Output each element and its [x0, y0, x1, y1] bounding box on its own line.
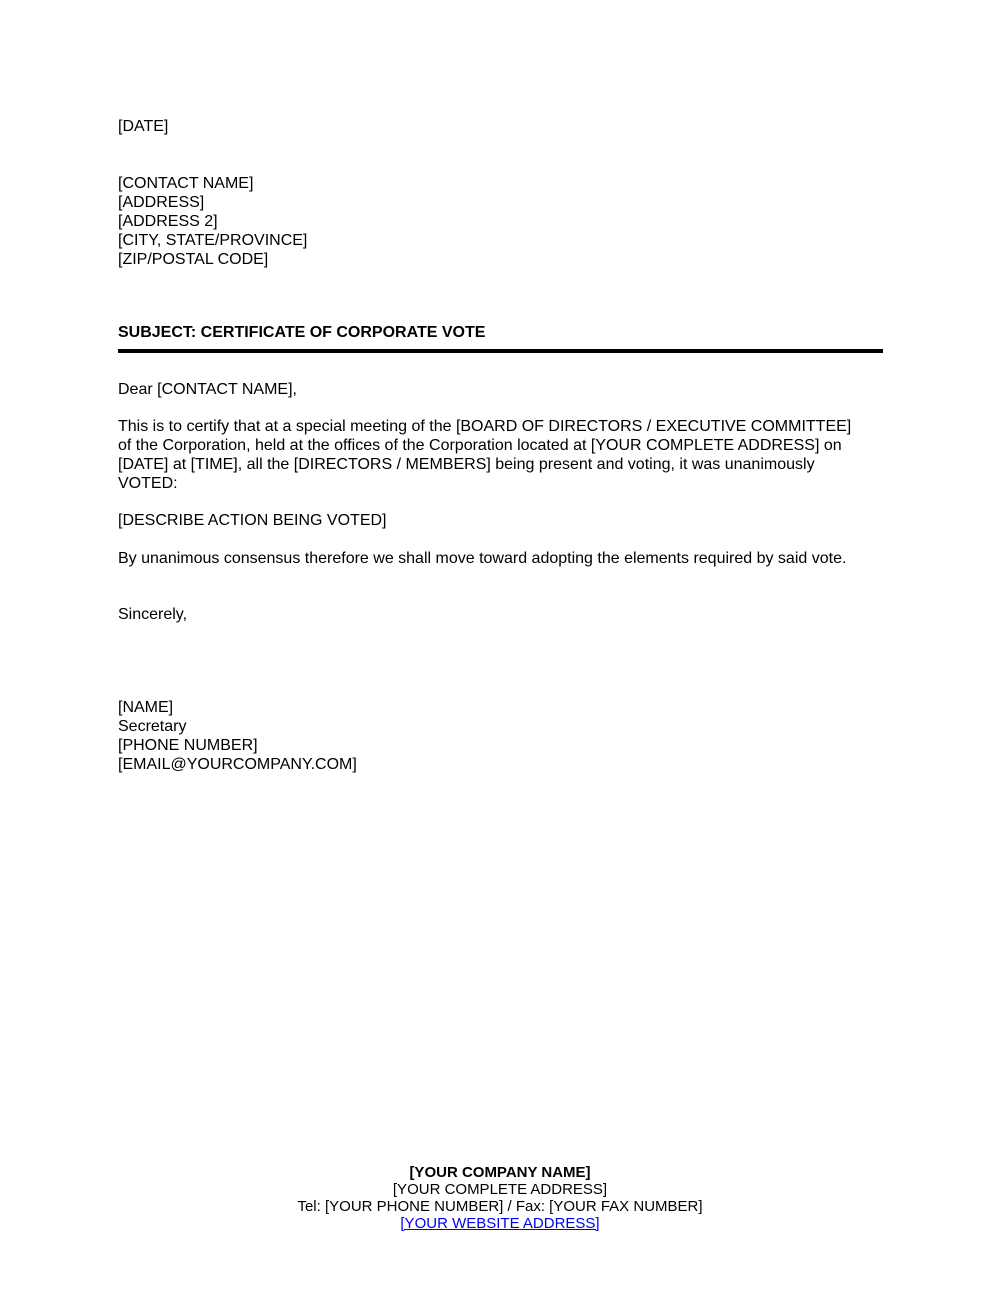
signer-title: Secretary — [118, 718, 187, 735]
footer-website-link[interactable]: [YOUR WEBSITE ADDRESS] — [400, 1215, 600, 1232]
letterhead-footer — [0, 1164, 1000, 1232]
letter-date — [118, 117, 883, 136]
recipient-address — [118, 174, 883, 269]
recipient-address-line1: [ADDRESS] — [118, 194, 205, 211]
closing — [118, 605, 883, 624]
footer-contact: Tel: [YOUR PHONE NUMBER] / Fax: [YOUR FAX NUMBER] — [297, 1198, 703, 1215]
salutation-text: Dear [CONTACT NAME], — [118, 381, 297, 398]
signer-phone: [PHONE NUMBER] — [118, 737, 258, 754]
closing-text: Sincerely, — [118, 606, 188, 623]
subject-line — [118, 323, 883, 342]
recipient-address-line2: [ADDRESS 2] — [118, 213, 218, 230]
date-text: [DATE] — [118, 118, 169, 135]
footer-address: [YOUR COMPLETE ADDRESS] — [392, 1181, 608, 1198]
recipient-zip: [ZIP/POSTAL CODE] — [118, 251, 269, 268]
action-text: [DESCRIBE ACTION BEING VOTED] — [118, 512, 387, 529]
signer-email: [EMAIL@YOURCOMPANY.COM] — [118, 756, 357, 773]
footer-company-name: [YOUR COMPANY NAME] — [409, 1164, 591, 1181]
signer-name: [NAME] — [118, 699, 174, 716]
voted-action — [118, 511, 883, 530]
consensus-text: By unanimous consensus therefore we shall move toward adopting the elements required by said vote. — [118, 550, 847, 567]
consensus-paragraph — [118, 549, 883, 568]
signature-block — [118, 698, 883, 774]
body-line: of the Corporation, held at the offices of the Corporation located at [YOUR COMPLETE ADDRESS] on — [118, 437, 842, 454]
body-line: This is to certify that at a special meeting of the [BOARD OF DIRECTORS / EXECUTIVE COMMITTEE] — [118, 418, 852, 435]
recipient-contact-name: [CONTACT NAME] — [118, 175, 254, 192]
recipient-city-state: [CITY, STATE/PROVINCE] — [118, 232, 308, 249]
subject-text: SUBJECT: CERTIFICATE OF CORPORATE VOTE — [118, 324, 486, 341]
subject-divider — [118, 349, 883, 353]
body-line: [DATE] at [TIME], all the [DIRECTORS / MEMBERS] being present and voting, it was unanimously — [118, 456, 815, 473]
body-paragraph — [118, 417, 883, 493]
salutation — [118, 380, 883, 399]
body-line: VOTED: — [118, 475, 178, 492]
